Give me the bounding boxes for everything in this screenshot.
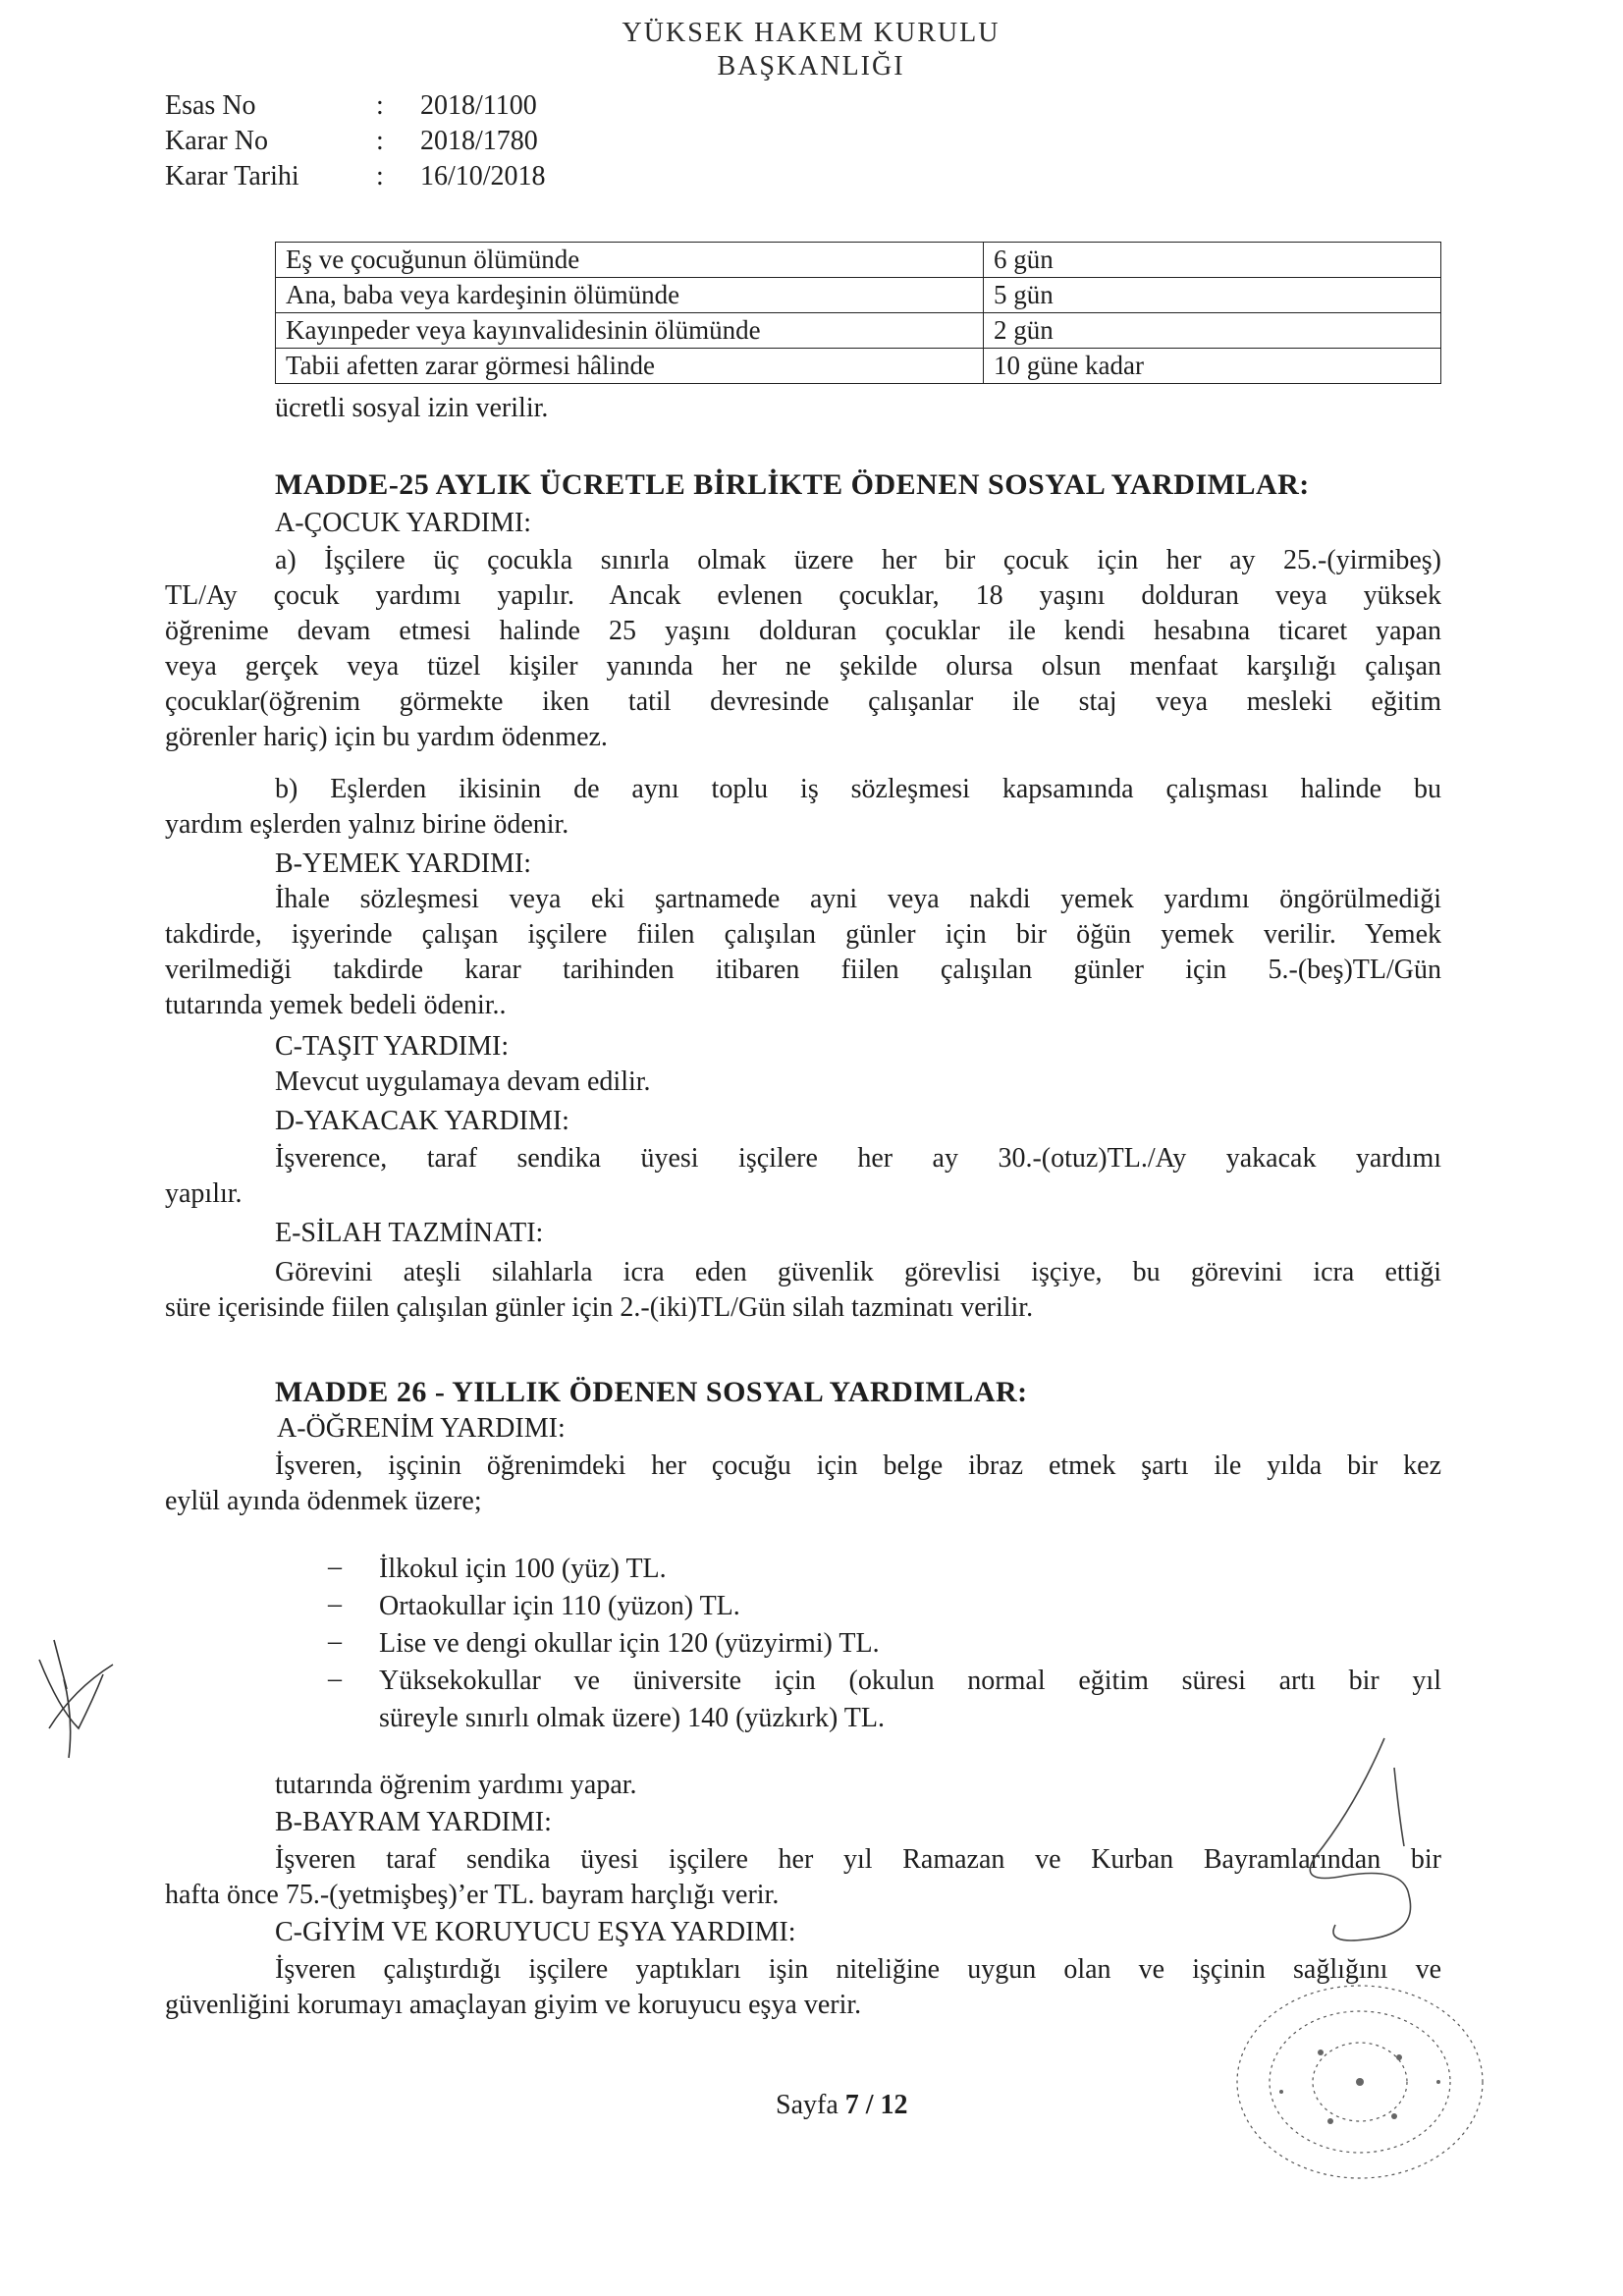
meta-row-tarih <box>165 161 577 196</box>
subsection-heading: B-BAYRAM YARDIMI: <box>275 1807 552 1837</box>
meta-sep: : <box>376 161 384 191</box>
institution-subtitle: BAŞKANLIĞI <box>717 51 905 82</box>
meta-label: Esas No <box>165 90 256 121</box>
page-total: 12 <box>880 2090 908 2120</box>
table-cell: Ana, baba veya kardeşinin ölümünde <box>276 278 984 313</box>
list-item: Ortaokullar için 110 (yüzon) TL. <box>379 1591 740 1621</box>
list-item: Yüksekokullar ve üniversite için (okulun normal eğitim süresi artı bir yıl <box>379 1666 1441 1696</box>
table-cell: Kayınpeder veya kayınvalidesinin ölümünde <box>276 313 984 349</box>
leave-table <box>275 242 1441 384</box>
table-cell: 5 gün <box>984 278 1441 313</box>
bullet-dash: – <box>328 1552 342 1582</box>
page-number <box>776 2090 908 2121</box>
subsection-heading: D-YAKACAK YARDIMI: <box>275 1106 569 1136</box>
bullet-dash: – <box>328 1589 342 1619</box>
paragraph-line: tutarında yemek bedeli ödenir.. <box>165 990 507 1020</box>
paragraph-line: süre içerisinde fiilen çalışılan günler için 2.-(iki)TL/Gün silah tazminatı verilir. <box>165 1292 1034 1323</box>
meta-label: Karar Tarihi <box>165 161 299 191</box>
table-cell: 6 gün <box>984 243 1441 278</box>
subsection-heading: E-SİLAH TAZMİNATI: <box>275 1218 544 1248</box>
paragraph-line: çocuklar(öğrenim görmekte iken tatil devresinde çalışanlar ile staj veya mesleki eğitim <box>165 686 1441 717</box>
paragraph-line: veya gerçek veya tüzel kişiler yanında her ne şekilde olursa olsun menfaat karşılığı çalışan <box>165 651 1441 682</box>
meta-label: Karar No <box>165 126 268 156</box>
subsection-heading: C-GİYİM VE KORUYUCU EŞYA YARDIMI: <box>275 1917 796 1947</box>
bullet-dash: – <box>328 1664 342 1694</box>
paragraph-line: eylül ayında ödenmek üzere; <box>165 1486 482 1516</box>
table-row <box>276 278 1441 313</box>
paragraph-line: hafta önce 75.-(yetmişbeş)’er TL. bayram harçlığı verir. <box>165 1880 780 1910</box>
institution-name: YÜKSEK HAKEM KURULU <box>622 18 1001 48</box>
list-item-continuation: süreyle sınırlı olmak üzere) 140 (yüzkırk) TL. <box>379 1703 885 1733</box>
subsection-heading: A-ÖĞRENİM YARDIMI: <box>277 1413 566 1444</box>
paragraph-line: Görevini ateşli silahlarla icra eden güvenlik görevlisi işçiye, bu görevini icra ettiği <box>275 1257 1441 1287</box>
meta-row-esas <box>165 90 577 126</box>
paragraph-line: İhale sözleşmesi veya eki şartnamede ayni veya nakdi yemek yardımı öngörülmediği <box>275 884 1441 914</box>
subsection-heading: B-YEMEK YARDIMI: <box>275 848 532 879</box>
paragraph-line: görenler hariç) için bu yardım ödenmez. <box>165 722 608 752</box>
meta-value: 2018/1780 <box>420 126 538 156</box>
paragraph-line: İşveren taraf sendika üyesi işçilere her yıl Ramazan ve Kurban Bayramlarından bir <box>275 1844 1441 1875</box>
paragraph-line: yardım eşlerden yalnız birine ödenir. <box>165 809 569 840</box>
list-item: Lise ve dengi okullar için 120 (yüzyirmi) TL. <box>379 1628 880 1659</box>
paragraph-line: tutarında öğrenim yardımı yapar. <box>275 1770 637 1800</box>
table-cell: Eş ve çocuğunun ölümünde <box>276 243 984 278</box>
page-prefix: Sayfa <box>776 2090 845 2120</box>
paragraph-line: b) Eşlerden ikisinin de aynı toplu iş sözleşmesi kapsamında çalışması halinde bu <box>275 774 1441 804</box>
bullet-dash: – <box>328 1626 342 1657</box>
paragraph-line: Mevcut uygulamaya devam edilir. <box>275 1066 651 1097</box>
table-cell: 10 güne kadar <box>984 349 1441 384</box>
table-cell: 2 gün <box>984 313 1441 349</box>
page-sep: / <box>858 2090 881 2120</box>
table-cell: Tabii afetten zarar görmesi hâlinde <box>276 349 984 384</box>
official-seal <box>1213 1974 1507 2200</box>
meta-row-karar <box>165 126 577 161</box>
table-row <box>276 349 1441 384</box>
section-title: MADDE-25 AYLIK ÜCRETLE BİRLİKTE ÖDENEN SOSYAL YARDIMLAR: <box>275 468 1310 501</box>
paragraph-line: İşveren çalıştırdığı işçilere yaptıkları işin niteliğine uygun olan ve işçinin sağlığını ve <box>275 1954 1441 1985</box>
section-title: MADDE 26 - YILLIK ÖDENEN SOSYAL YARDIMLAR: <box>275 1376 1028 1408</box>
paragraph: ücretli sosyal izin verilir. <box>275 393 549 423</box>
paragraph-line: öğrenime devam etmesi halinde 25 yaşını dolduran çocuklar ile kendi hesabına ticaret yapan <box>165 616 1441 646</box>
subsection-heading: C-TAŞIT YARDIMI: <box>275 1031 510 1062</box>
meta-sep: : <box>376 126 384 156</box>
paragraph-line: takdirde, işyerinde çalışan işçilere fiilen çalışılan günler için bir öğün yemek verilir. Yemek <box>165 919 1441 950</box>
paragraph-line: TL/Ay çocuk yardımı yapılır. Ancak evlenen çocuklar, 18 yaşını dolduran veya yüksek <box>165 580 1441 611</box>
handwritten-signature-left <box>20 1620 137 1777</box>
meta-value: 16/10/2018 <box>420 161 546 191</box>
paragraph-line: İşverence, taraf sendika üyesi işçilere her ay 30.-(otuz)TL./Ay yakacak yardımı <box>275 1143 1441 1174</box>
paragraph-line: güvenliğini korumayı amaçlayan giyim ve koruyucu eşya verir. <box>165 1990 862 2020</box>
paragraph-line: İşveren, işçinin öğrenimdeki her çocuğu için belge ibraz etmek şartı ile yılda bir kez <box>275 1450 1441 1481</box>
case-meta <box>165 90 577 198</box>
page-current: 7 <box>844 2090 859 2120</box>
list-item: İlkokul için 100 (yüz) TL. <box>379 1554 667 1584</box>
paragraph-line: verilmediği takdirde karar tarihinden itibaren fiilen çalışılan günler için 5.-(beş)TL/Gün <box>165 955 1441 985</box>
paragraph-line: yapılır. <box>165 1178 243 1209</box>
handwritten-signature-right <box>1237 1728 1453 1964</box>
meta-sep: : <box>376 90 384 121</box>
subsection-heading: A-ÇOCUK YARDIMI: <box>275 508 532 538</box>
table-row <box>276 313 1441 349</box>
table-row <box>276 243 1441 278</box>
paragraph-line: a) İşçilere üç çocukla sınırla olmak üzere her bir çocuk için her ay 25.-(yirmibeş) <box>275 545 1441 575</box>
meta-value: 2018/1100 <box>420 90 537 121</box>
